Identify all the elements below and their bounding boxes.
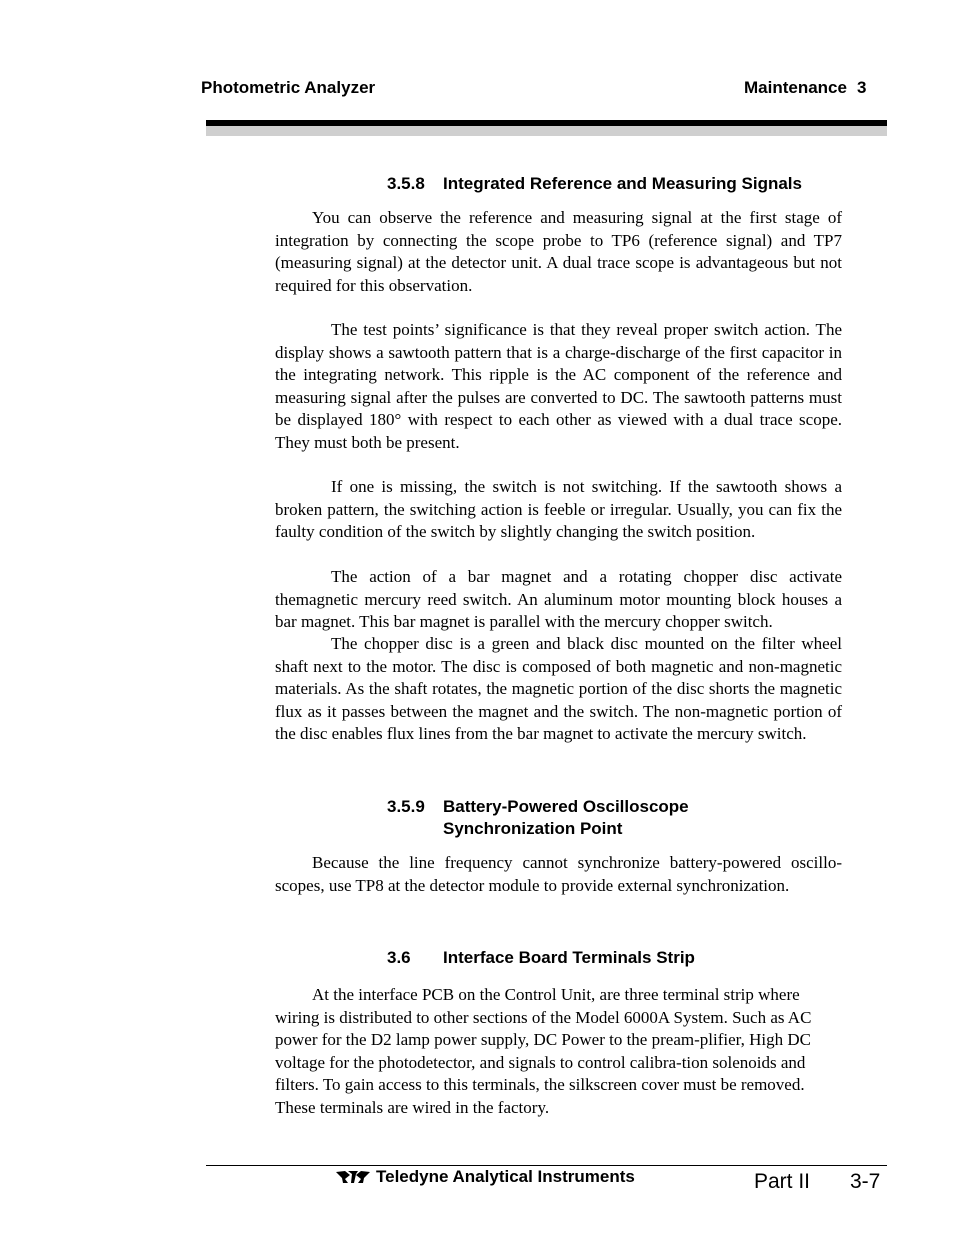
paragraph-bar-magnet: The action of a bar magnet and a rotating chopper disc activate themagnetic mercury reed switch. An aluminum motor mounting block houses a bar magnet. This bar magnet is parallel with the mercury chopper switch.	[275, 567, 842, 632]
paragraph-scope-observation: You can observe the reference and measuring signal at the first stage of integration by connecting the scope probe to TP6 (reference signal) and TP7 (measuring signal) at the detector unit. A dual trace scope is advantageous but not required for this observation.	[275, 208, 842, 295]
footer-brand	[336, 1167, 635, 1187]
paragraph-test-points: The test points’ significance is that they reveal proper switch action. The display shows a sawtooth pattern that is a charge-discharge of the first capacitor in the integrating network. This ripple is the AC component of the reference and measuring signal after the pulses are converted to DC. The sawtooth patterns must be displayed 180° with respect to each other as viewed with a dual trace scope. They must both be present.	[275, 320, 842, 452]
section-number: 3.5.9	[387, 797, 425, 816]
section-title: Interface Board Terminals Strip	[443, 948, 695, 967]
running-header-section	[744, 78, 866, 98]
header-chapter-number: 3	[856, 78, 867, 97]
running-header-title: Photometric Analyzer	[201, 78, 376, 97]
paragraph-chopper-disc: The chopper disc is a green and black disc mounted on the filter wheel shaft next to the motor. The disc is composed of both magnetic and non-magnetic materials. As the shaft rotates, the magnetic portion of the disc shorts the magnetic flux as it passes between the magnet and the switch. The non-magnetic portion of the disc enables flux lines from the bar magnet to activate the mercury switch.	[275, 634, 842, 744]
section-title-line1: Battery-Powered Oscilloscope	[443, 797, 689, 816]
paragraph-battery-scope: Because the line frequency cannot synchronize battery-powered oscillo-scopes, use TP8 at the detector module to provide external synchronization.	[275, 853, 842, 895]
header-section-label: Maintenance	[744, 78, 847, 97]
section-title-line2: Synchronization Point	[443, 819, 623, 838]
footer-page-number: 3-7	[850, 1170, 881, 1193]
section-title: Integrated Reference and Measuring Signals	[443, 174, 802, 193]
teledyne-logo-icon	[336, 1170, 370, 1184]
footer-brand-name: Teledyne Analytical Instruments	[376, 1167, 635, 1186]
section-number: 3.5.8	[387, 174, 425, 193]
footer-part-label: Part II	[754, 1170, 811, 1193]
header-rule-shadow	[206, 126, 887, 136]
paragraph-interface-pcb: At the interface PCB on the Control Unit, are three terminal strip where wiring is distributed to other sections of the Model 6000A System. Such as AC power for the D2 lamp power supply, DC Power to the pream-plifier, High DC voltage for the photodetector, and signals to control calibra-tion solenoids and filters. To gain access to this terminals, the silkscreen cover must be removed. These terminals are wired in the factory.	[275, 985, 812, 1117]
section-number: 3.6	[387, 948, 411, 967]
paragraph-missing-switch: If one is missing, the switch is not switching. If the sawtooth shows a broken pattern, the switching action is feeble or irregular. Usually, you can fix the faulty condition of the switch by slightly changing the switch position.	[275, 477, 842, 542]
footer-rule	[206, 1165, 887, 1166]
